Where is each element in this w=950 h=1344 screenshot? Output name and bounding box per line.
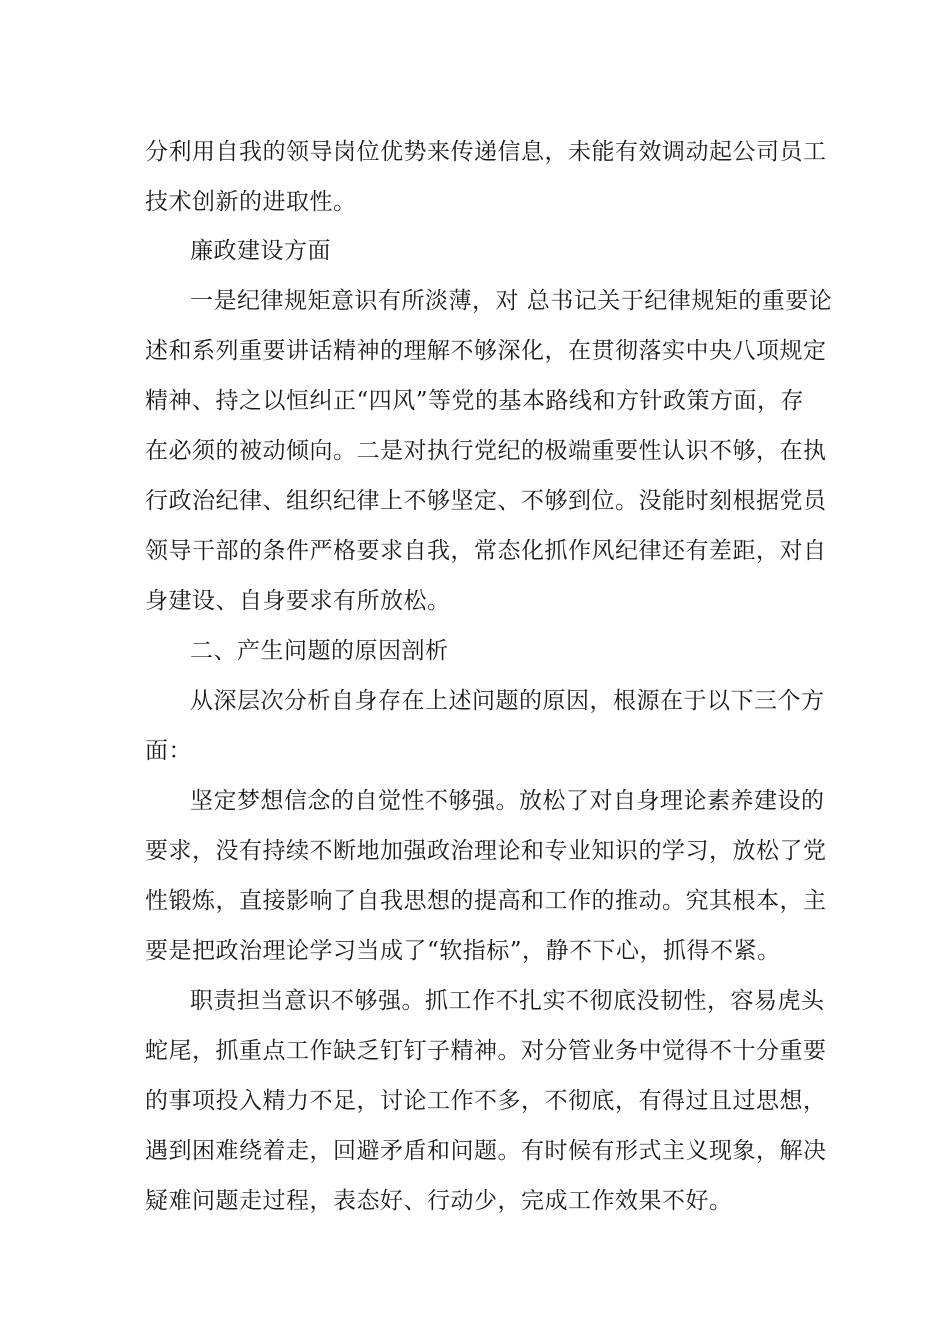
text-line: 精神、持之以恒纠正“四风”等党的基本路线和方针政策方面，存	[145, 388, 805, 414]
text-line: 身建设、自身要求有所放松。	[145, 588, 451, 614]
text-line: 面：	[145, 738, 192, 764]
text-line: 的事项投入精力不足，讨论工作不多，不彻底，有得过且过思想，	[145, 1088, 827, 1114]
section-heading: 二、产生问题的原因剖析	[190, 638, 449, 664]
text-line: 坚定梦想信念的自觉性不够强。放松了对自身理论素养建设的	[190, 788, 825, 814]
text-line: 从深层次分析自身存在上述问题的原因，根源在于以下三个方	[190, 688, 825, 714]
text-line: 领导干部的条件严格要求自我，常态化抓作风纪律还有差距，对自	[145, 538, 827, 564]
text-line: 技术创新的进取性。	[145, 189, 357, 215]
text-line: 要求，没有持续不断地加强政治理论和专业知识的学习，放松了党	[145, 838, 827, 864]
section-heading: 廉政建设方面	[190, 238, 331, 264]
text-line: 一是纪律规矩意识有所淡薄，对 总书记关于纪律规矩的重要论	[190, 288, 833, 314]
text-line: 行政治纪律、组织纪律上不够坚定、不够到位。没能时刻根据党员	[145, 488, 827, 514]
text-line: 蛇尾，抓重点工作缺乏钉钉子精神。对分管业务中觉得不十分重要	[145, 1038, 827, 1064]
text-line: 在必须的被动倾向。二是对执行党纪的极端重要性认识不够，在执	[145, 438, 827, 464]
text-line: 职责担当意识不够强。抓工作不扎实不彻底没韧性，容易虎头	[190, 988, 825, 1014]
text-line: 疑难问题走过程，表态好、行动少，完成工作效果不好。	[145, 1188, 733, 1214]
text-line: 遇到困难绕着走，回避矛盾和问题。有时候有形式主义现象，解决	[145, 1138, 827, 1164]
text-line: 要是把政治理论学习当成了“软指标”，静不下心，抓得不紧。	[145, 938, 781, 964]
text-line: 分利用自我的领导岗位优势来传递信息，未能有效调动起公司员工	[145, 139, 827, 165]
text-line: 述和系列重要讲话精神的理解不够深化，在贯彻落实中央八项规定	[145, 338, 827, 364]
text-line: 性锻炼，直接影响了自我思想的提高和工作的推动。究其根本，主	[145, 888, 827, 914]
